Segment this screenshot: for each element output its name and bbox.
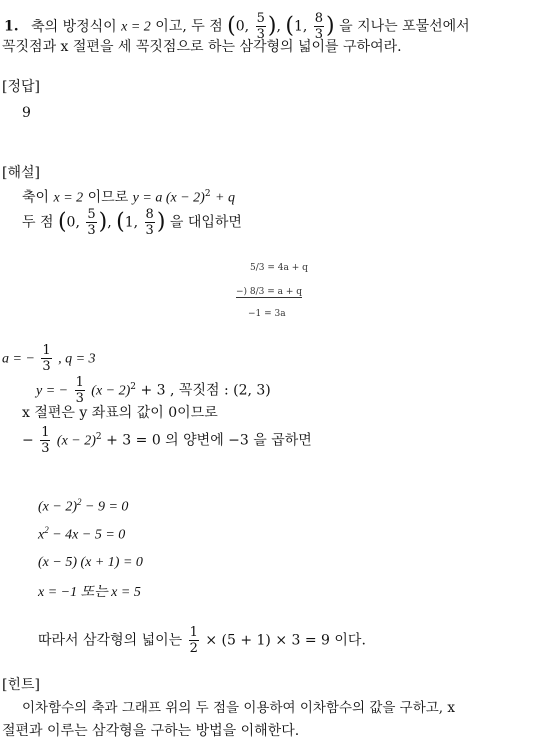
problem-text-c: 을 지나는 포물선에서 [339, 18, 470, 35]
answer-value: 9 [22, 105, 31, 121]
problem-line-2: 꼭짓점과 x 절편을 세 꼭짓점으로 하는 삼각형의 넓이를 구하여라. [2, 39, 402, 55]
step-4: x = −1 또는 x = 5 [38, 585, 141, 600]
step-3: (x − 5) (x + 1) = 0 [38, 555, 143, 570]
problem-text-a: 축의 방정식이 [31, 18, 117, 35]
step-2: $x^2 - 4x - 5 = 0$ [38, 525, 126, 543]
solution-line-2: 두 점 (0, $\frac{5}{3}$ ), (1, $\frac{8}{3}$ ) 을 대입하면 [22, 207, 242, 238]
calc-line-1: 5/3 = 4a + q [250, 263, 308, 273]
problem-number: 1. [4, 18, 19, 35]
hint-line-2: 절편과 이루는 삼각형을 구하는 방법을 이해한다. [2, 723, 300, 739]
area-conclusion: 따라서 삼각형의 넓이는 $\frac{1}{2}$ × (5 + 1) × 3 = 9 이다. [38, 625, 366, 656]
point-2-y: $\frac{8}{3}$ [314, 11, 324, 42]
calc-line-3: −1 = 3a [248, 309, 286, 319]
calc-line-2: −) 8/3 = a + q [236, 287, 303, 297]
point-1-y: $\frac{5}{3}$ [256, 11, 265, 42]
hint-header: [힌트] [2, 677, 40, 693]
solution-line-1: 축이 x = 2 이므로 y = a $(x - 2)^2 + q$ [22, 189, 235, 206]
x-intercept-text: x 절편은 y 좌표의 값이 0이므로 [22, 405, 218, 421]
point-2-x: 1, [293, 18, 308, 35]
hint-line-1: 이차함수의 축과 그래프 위의 두 점을 이용하여 이차함수의 값을 구하고, x [22, 700, 456, 716]
point-1-x: 0, [235, 18, 250, 35]
problem-condition: x = 2 [121, 19, 151, 35]
solution-header: [해설] [2, 165, 40, 181]
answer-header: [정답] [2, 79, 40, 95]
problem-text-b: 이고, 두 점 [155, 18, 223, 35]
problem-line-1: 1. 축의 방정식이 x = 2 이고, 두 점 (0, $\frac{5}{3}$ ), (1, $\frac{8}{3}$ ) 을 지나는 포물선에서 [4, 11, 470, 42]
result-a-q: a = − $\frac{1}{3}$ , q = 3 [2, 343, 96, 374]
step-1: $(x - 2)^2 - 9 = 0$ [38, 497, 129, 515]
equation-3: − $\frac{1}{3}$ $(x - 2)^2 + 3 = 0$ 의 양변에 −3 을 곱하면 [22, 425, 312, 456]
equation-y: y = − $\frac{1}{3}$ $(x - 2)^2 + 3$ , 꼭짓점 : (2, 3) [36, 375, 271, 406]
